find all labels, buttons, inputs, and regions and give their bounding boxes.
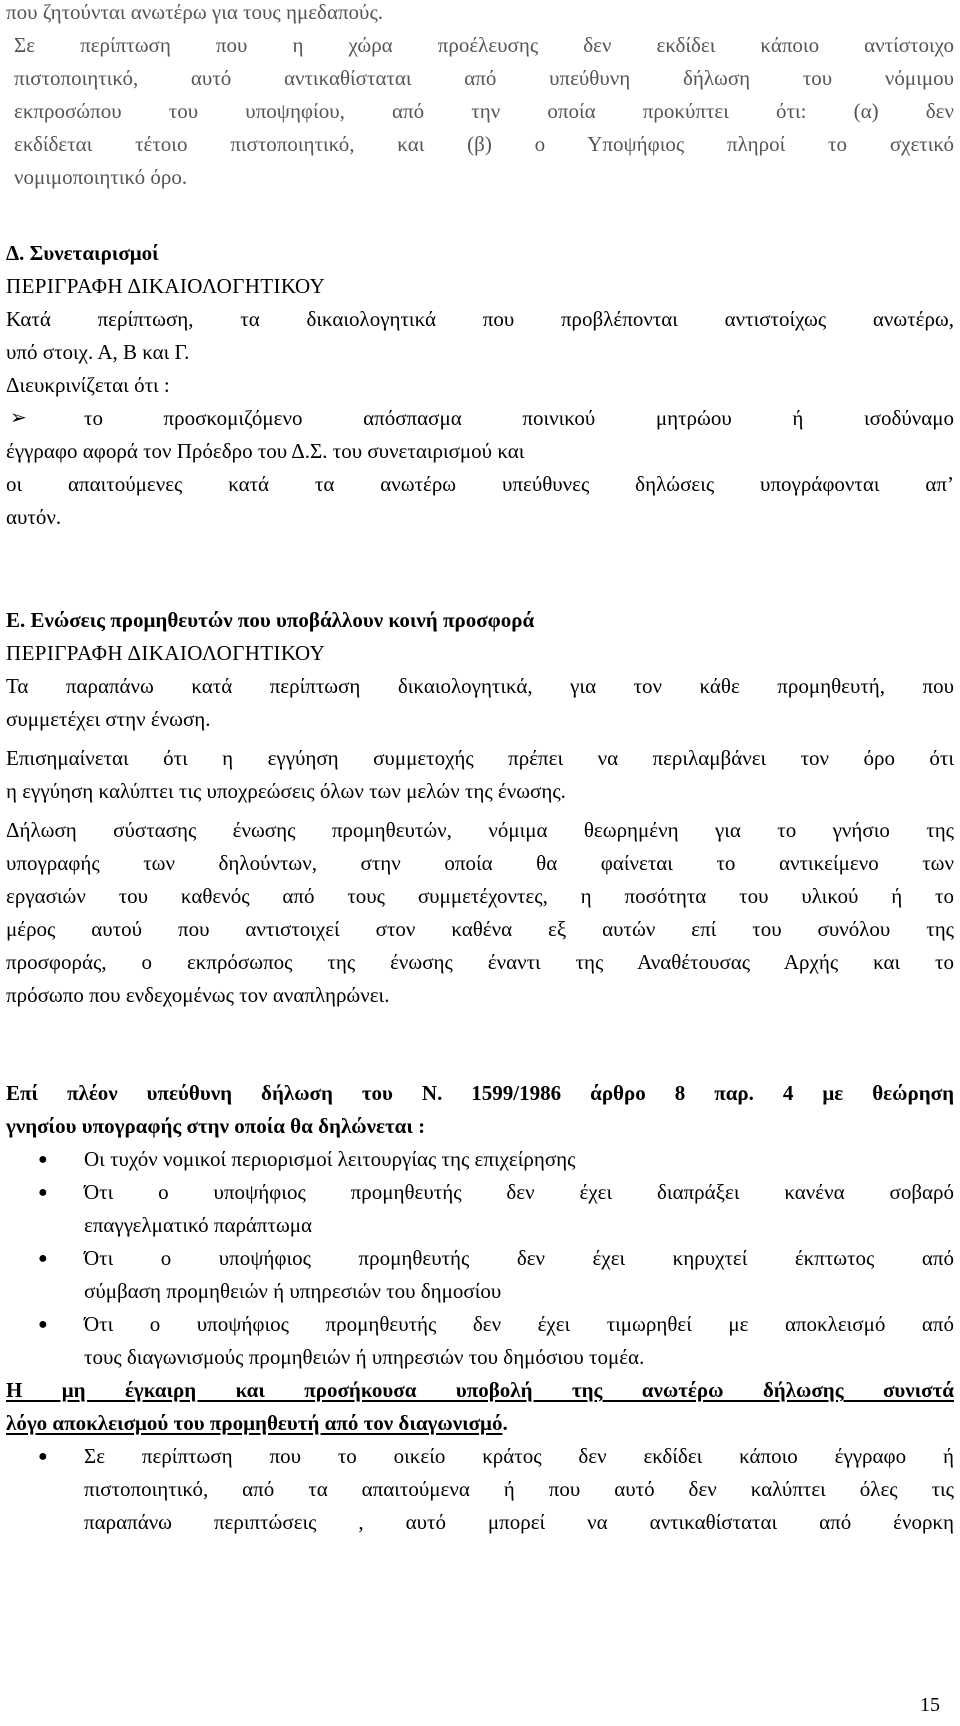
text-line: Διευκρινίζεται ότι : [6,373,170,397]
list-item-text: Ότι ο υποψήφιος προμηθευτής δεν έχει κηρυχτεί έκπτωτος από [84,1246,954,1270]
list-item [6,1176,954,1209]
text-line: εκπροσώπου του υποψηφίου, από την οποία προκύπτει ότι: (α) δεν [14,99,954,123]
list-item-continuation: επαγγελματικό παράπτωμα [84,1213,313,1237]
section-d-letter: Δ. [6,241,25,265]
declaration-section [6,1077,954,1539]
list-item [6,1440,954,1473]
text-line: εργασιών του καθενός από τους συμμετέχοντες, η ποσότητα του υλικού ή το [6,884,954,908]
list-item-continuation: σύμβαση προμηθειών ή υπηρεσιών του δημοσίου [84,1279,502,1303]
list-item-text: Ότι ο υποψήφιος προμηθευτής δεν έχει διαπράξει κανένα σοβαρό [84,1180,954,1204]
text-line: μέρος αυτού που αντιστοιχεί στον καθένα εξ αυτών επί του συνόλου της [6,917,954,941]
arrow-list-item [6,402,954,435]
text-line: Επισημαίνεται ότι η εγγύηση συμμετοχής πρέπει να περιλαμβάνει τον όρο ότι [6,746,954,770]
section-e-subheading: ΠΕΡΙΓΡΑΦΗ ΔΙΚΑΙΟΛΟΓΗΤΙΚΟΥ [6,641,326,665]
list-item [6,1143,954,1176]
text-line: που ζητούνται ανωτέρω για τους ημεδαπούς. [6,0,384,24]
list-item [6,1308,954,1341]
text-line: συμμετέχει στην ένωση. [6,707,211,731]
list-item-continuation: τους διαγωνισμούς προμηθειών ή υπηρεσιών του δημόσιου τομέα. [84,1345,645,1369]
list-item-text: Ότι ο υποψήφιος προμηθευτής δεν έχει τιμωρηθεί με αποκλεισμό από [84,1312,954,1336]
text-line: υπό στοιχ. Α, Β και Γ. [6,340,190,364]
text-line: οι απαιτούμενες κατά τα ανωτέρω υπεύθυνες δηλώσεις υπογράφονται απ’ [6,472,954,496]
warning-text: Η μη έγκαιρη και προσήκουσα υποβολή της ανωτέρω δήλωσης συνιστά [6,1378,954,1402]
text-line: πρόσωπο που ενδεχομένως τον αναπληρώνει. [6,983,390,1007]
section-e-title: Ενώσεις προμηθευτών που υποβάλλουν κοινή προσφορά [30,608,535,632]
warning-period: . [502,1411,508,1435]
block-c-paragraph [6,0,954,194]
list-item-text: Σε περίπτωση που το οικείο κράτος δεν εκδίδει κάποιο έγγραφο ή [84,1444,954,1468]
text-line: αυτόν. [6,505,62,529]
section-d-title: Συνεταιρισμοί [29,241,159,265]
list-item-continuation: παραπάνω περιπτώσεις , αυτό μπορεί να αντικαθίσταται από ένορκη [84,1510,954,1534]
bullet-icon: ● [38,1184,48,1201]
bullet-icon: ● [38,1250,48,1267]
warning-text-end [6,1407,954,1440]
list-item [6,1242,954,1275]
section-d-heading [6,237,954,270]
list-item-continuation: πιστοποιητικό, από τα απαιτούμενα ή που αυτό δεν καλύπτει όλες τις [84,1477,954,1501]
section-e [6,604,954,1012]
text-line: υπογραφής των δηλούντων, στην οποία θα φαίνεται το αντικείμενο των [6,851,954,875]
bullet-icon: ● [38,1151,48,1168]
section-e-heading [6,604,954,637]
page-number: 15 [920,1694,940,1716]
bullet-icon: ● [38,1316,48,1333]
text-line: η εγγύηση καλύπτει τις υποχρεώσεις όλων των μελών της ένωσης. [6,779,566,803]
warning-text: λόγο αποκλεισμού του προμηθευτή από τον διαγωνισμό [6,1411,503,1435]
bullet-icon: ● [38,1448,48,1465]
declaration-intro: γνησίου υπογραφής στην οποία θα δηλώνεται : [6,1114,426,1138]
text-line: Τα παραπάνω κατά περίπτωση δικαιολογητικά, για τον κάθε προμηθευτή, που [6,674,954,698]
text-line: νομιμοποιητικό όρο. [14,165,188,189]
section-d-subheading: ΠΕΡΙΓΡΑΦΗ ΔΙΚΑΙΟΛΟΓΗΤΙΚΟΥ [6,274,326,298]
text-line: εκδίδεται τέτοιο πιστοποιητικό, και (β) ο Υποψήφιος πληροί το σχετικό [14,132,954,156]
section-e-letter: Ε. [6,608,26,632]
text-line: Δήλωση σύστασης ένωσης προμηθευτών, νόμιμα θεωρημένη για το γνήσιο της [6,818,954,842]
arrow-item-text: το προσκομιζόμενο απόσπασμα ποινικού μητρώου ή ισοδύναμο [84,406,954,430]
text-line: Σε περίπτωση που η χώρα προέλευσης δεν εκδίδει κάποιο αντίστοιχο [14,33,954,57]
section-d [6,237,954,534]
list-item-text: Οι τυχόν νομικοί περιορισμοί λειτουργίας της επιχείρησης [84,1147,576,1171]
text-line: Κατά περίπτωση, τα δικαιολογητικά που προβλέπονται αντιστοίχως ανωτέρω, [6,307,954,331]
text-line: προσφοράς, ο εκπρόσωπος της ένωσης έναντι της Αναθέτουσας Αρχής και το [6,950,954,974]
text-line: έγγραφο αφορά τον Πρόεδρο του Δ.Σ. του συνεταιρισμού και [6,439,525,463]
declaration-intro: Επί πλέον υπεύθυνη δήλωση του Ν. 1599/1986 άρθρο 8 παρ. 4 με θεώρηση [6,1081,954,1105]
text-line: πιστοποιητικό, αυτό αντικαθίσταται από υπεύθυνη δήλωση του νόμιμου [14,66,954,90]
arrow-bullet-icon: ➢ [10,407,27,429]
